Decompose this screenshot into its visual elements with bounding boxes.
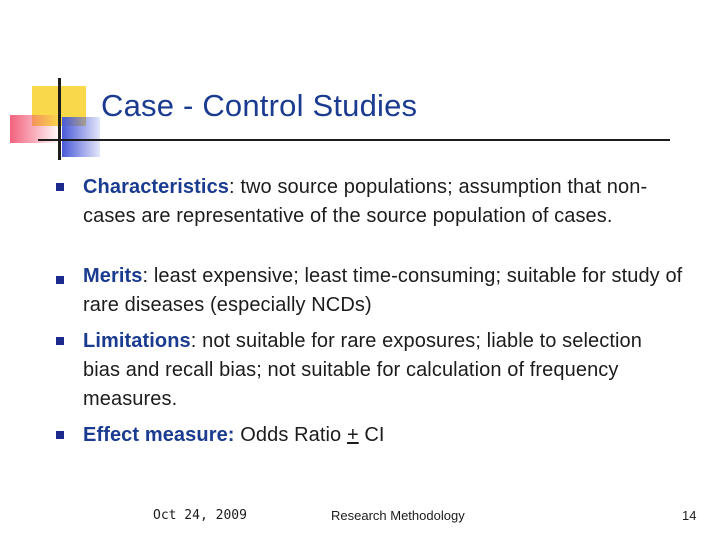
bullet-term: Effect measure:	[83, 424, 235, 446]
bullet-text: Merits: least expensive; least time-consuming; suitable for study of rare diseases (especially NCDs)	[83, 265, 683, 316]
bullet-term: Merits	[83, 265, 143, 287]
bullet-square-icon	[56, 337, 64, 345]
bullet-square-icon	[56, 276, 64, 284]
bullet-text	[83, 421, 683, 450]
bullet-body: least expensive; least time-consuming; suitable for study of rare diseases (especially NCDs)	[83, 265, 683, 316]
bullet-square-icon	[56, 183, 64, 191]
bullet-tail: CI	[358, 424, 385, 446]
bullet-body: two source populations; assumption that non-cases are representative of the source population of cases.	[83, 176, 648, 227]
bullet-term: Characteristics	[83, 176, 230, 198]
slide-title: Case - Control Studies	[101, 88, 418, 123]
bullet-body: Odds Ratio	[240, 424, 347, 446]
bullet-square-icon	[56, 431, 64, 439]
bullet-term: Limitations	[83, 330, 191, 352]
bullet-body: not suitable for rare exposures; liable to selection bias and recall bias; not suitable for calculation of frequency measures.	[83, 330, 642, 410]
footer-title: Research Methodology	[331, 508, 465, 523]
page-number: 14	[682, 508, 697, 523]
plus-minus-sign: +	[346, 424, 359, 446]
bullet-text: Characteristics: two source populations; assumption that non-cases are representative of the source population of cases.	[83, 176, 648, 227]
footer-date: Oct 24, 2009	[153, 508, 247, 523]
bullet-text: Limitations: not suitable for rare exposures; liable to selection bias and recall bias; not suitable for calculation of frequency measures.	[83, 330, 642, 410]
